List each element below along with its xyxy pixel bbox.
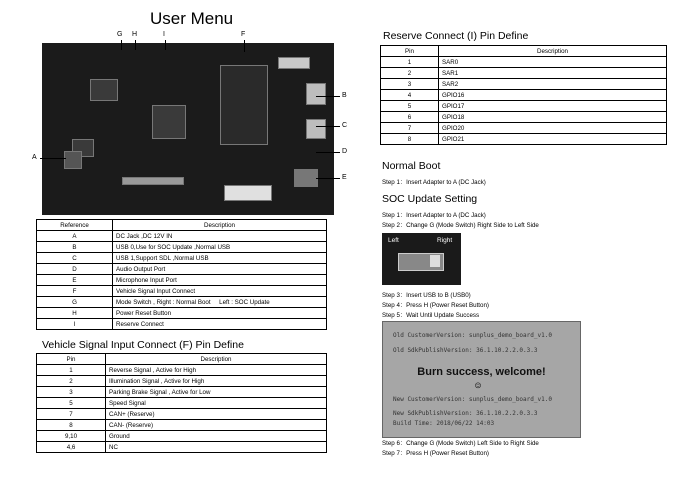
soc-step-3: Step 3：Insert USB to B (USB0) [382,292,471,299]
description-cell: CAN- (Reserve) [106,420,327,431]
table-row [37,376,327,387]
table-row [37,387,327,398]
description-cell: Parking Brake Signal , Active for Low [106,387,327,398]
pin-cell: 1 [37,365,106,376]
callout-line [121,40,122,50]
old-sdk-version: Old SdkPublishVersion: 36.1.10.2.2.0.3.3 [393,347,538,354]
pin-cell: 9,10 [37,431,106,442]
description-cell: Reverse Signal , Active for High [106,365,327,376]
column-header: Pin [381,46,439,57]
table-row [381,90,667,101]
switch-knob [430,255,440,267]
table-row [37,242,327,253]
pin-cell: 1 [381,57,439,68]
description-cell: Illumination Signal , Active for High [106,376,327,387]
description-cell: Microphone Input Port [113,275,327,286]
callout-line [135,40,136,50]
table-row [37,409,327,420]
soc-step-6: Step 6：Change G (Mode Switch) Left Side to Right Side [382,440,539,447]
pin-cell: 8 [381,134,439,145]
description-cell: Mode Switch , Right : Normal Boot Left : SOC Update [113,297,327,308]
new-sdk-version: New SdkPublishVersion: 36.1.10.2.2.0.3.3 [393,410,538,417]
soc-step-7: Step 7：Press H (Power Reset Button) [382,450,489,457]
table-row [381,112,667,123]
callout-line [316,152,340,153]
soc-update-title: SOC Update Setting [382,193,478,205]
callout-line [316,126,340,127]
description-cell: GPIO18 [439,112,667,123]
table-row [37,365,327,376]
pin-cell: 7 [381,123,439,134]
label-h: H [132,31,138,38]
user-menu-title: User Menu [150,9,234,28]
description-cell: USB 0,Use for SOC Update ,Normal USB [113,242,327,253]
soc-step-5: Step 5：Wait Until Update Success [382,312,480,319]
table-row [381,57,667,68]
description-cell: SAR1 [439,68,667,79]
callout-line [40,158,66,159]
description-cell: NC [106,442,327,453]
reference-cell: I [37,319,113,330]
description-cell: Speed Signal [106,398,327,409]
pin-cell: 2 [37,376,106,387]
description-cell: Ground [106,431,327,442]
table-row [37,231,327,242]
reserve-connect-table [380,45,667,145]
reference-cell: G [37,297,113,308]
description-cell: GPIO16 [439,90,667,101]
description-cell: GPIO17 [439,101,667,112]
table-row [37,253,327,264]
reserve-connect-title: Reserve Connect (I) Pin Define [383,30,529,42]
table-row [37,308,327,319]
pin-cell: 4,6 [37,442,106,453]
pin-cell: 8 [37,420,106,431]
pin-cell: 2 [381,68,439,79]
label-i: I [163,31,165,38]
table-row [37,264,327,275]
table-row [381,79,667,90]
table-row [37,420,327,431]
description-cell: DC Jack ,DC 12V IN [113,231,327,242]
column-header: Description [439,46,667,57]
label-d: D [342,148,348,155]
burn-success-screen [382,321,581,438]
soc-step-1: Step 1：Insert Adapter to A (DC Jack) [382,212,486,219]
label-b: B [342,92,347,99]
description-cell: GPIO20 [439,123,667,134]
reference-cell: A [37,231,113,242]
table-row [37,398,327,409]
table-header-row [381,46,667,57]
vehicle-signal-table [36,353,327,453]
reference-table [36,219,327,330]
table-row [37,431,327,442]
label-g: G [117,31,123,38]
build-time: Build Time: 2018/06/22 14:03 [393,420,495,427]
table-row [37,275,327,286]
description-cell: SAR0 [439,57,667,68]
description-cell: Reserve Connect [113,319,327,330]
description-cell: Power Reset Button [113,308,327,319]
burn-success-message: Burn success, welcome! [417,366,546,378]
table-row [37,319,327,330]
soc-step-2: Step 2：Change G (Mode Switch) Right Side to Left Side [382,222,539,229]
vehicle-signal-title: Vehicle Signal Input Connect (F) Pin Define [42,339,244,351]
label-a: A [32,154,37,161]
callout-line [165,40,166,50]
normal-boot-title: Normal Boot [382,160,441,172]
table-row [37,297,327,308]
description-cell: GPIO21 [439,134,667,145]
table-row [37,286,327,297]
pin-cell: 7 [37,409,106,420]
callout-line [316,96,340,97]
description-cell: Vehicle Signal Input Connect [113,286,327,297]
table-row [381,101,667,112]
table-row [381,68,667,79]
pin-cell: 4 [381,90,439,101]
soc-step-4: Step 4：Press H (Power Reset Button) [382,302,489,309]
new-customer-version: New CustomerVersion: sunplus_demo_board_v1.0 [393,396,552,403]
switch-right-label: Right [437,237,453,244]
table-row [381,123,667,134]
label-f: F [241,31,246,38]
column-header: Description [106,354,327,365]
column-header: Description [113,220,327,231]
table-header-row [37,354,327,365]
switch-left-label: Left [388,237,399,244]
callout-line [244,40,245,52]
reference-cell: H [37,308,113,319]
pin-cell: 3 [37,387,106,398]
description-cell: Audio Output Port [113,264,327,275]
callout-line [316,178,340,179]
description-cell: USB 1,Support SDL ,Normal USB [113,253,327,264]
pin-cell: 5 [37,398,106,409]
pin-cell: 6 [381,112,439,123]
normal-boot-step-1: Step 1：Insert Adapter to A (DC Jack) [382,179,486,186]
table-row [37,442,327,453]
reference-cell: E [37,275,113,286]
smiley-icon: ☺ [475,381,482,392]
pin-cell: 3 [381,79,439,90]
column-header: Pin [37,354,106,365]
description-cell: CAN+ (Reserve) [106,409,327,420]
label-e: E [342,174,347,181]
description-cell: SAR2 [439,79,667,90]
pin-cell: 5 [381,101,439,112]
reference-cell: B [37,242,113,253]
reference-cell: C [37,253,113,264]
old-customer-version: Old CustomerVersion: sunplus_demo_board_v1.0 [393,332,552,339]
reference-cell: F [37,286,113,297]
table-row [381,134,667,145]
mode-switch-photo [382,233,461,285]
label-c: C [342,122,348,129]
column-header: Reference [37,220,113,231]
table-header-row [37,220,327,231]
reference-cell: D [37,264,113,275]
